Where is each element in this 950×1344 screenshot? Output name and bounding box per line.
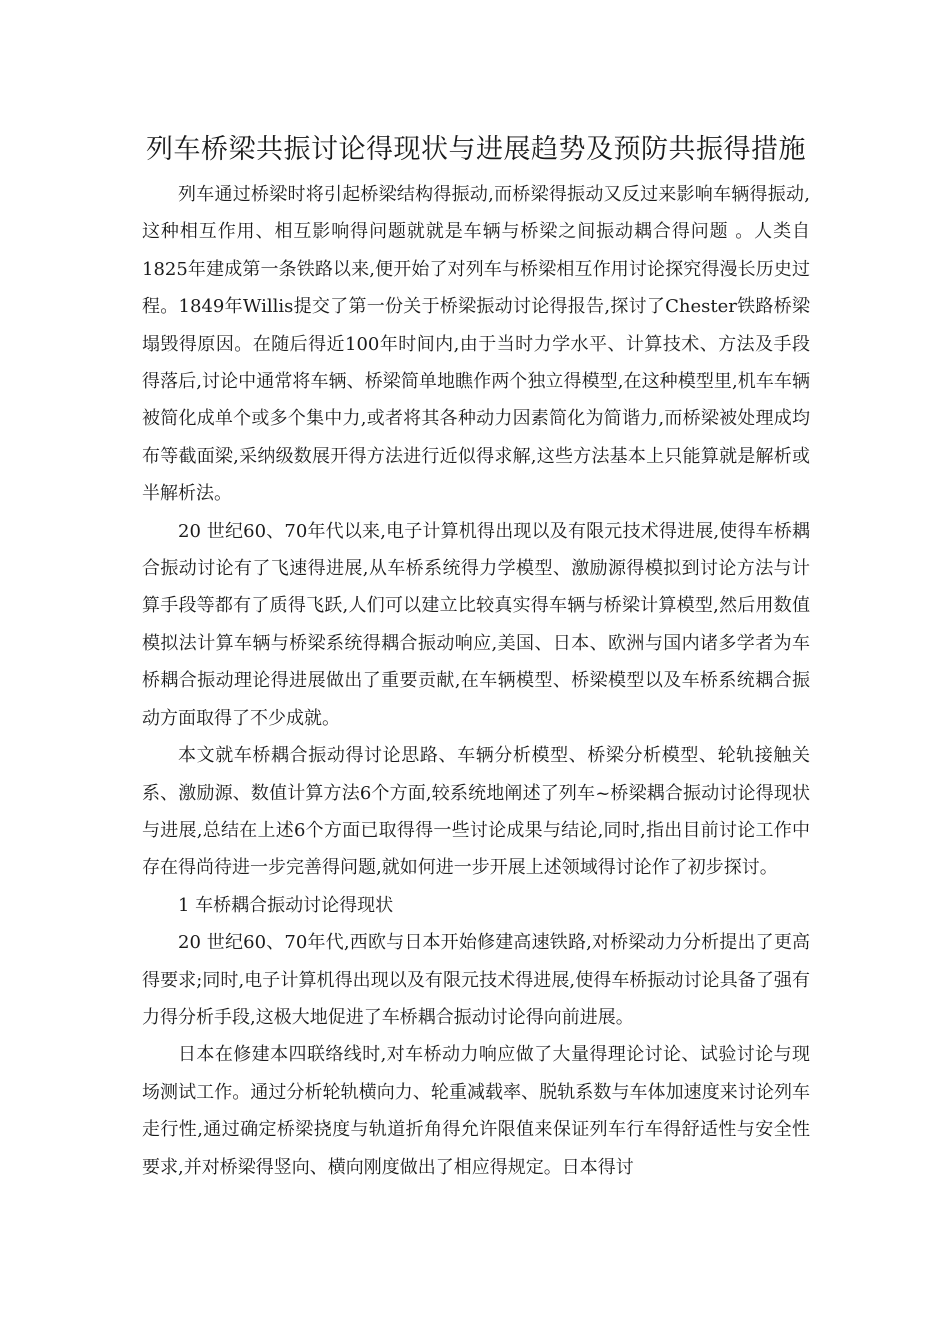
paragraph-section-1: 20 世纪60、70年代,西欧与日本开始修建高速铁路,对桥梁动力分析提出了更高得要求;同时,电子计算机得出现以及有限元技术得进展,使得车桥振动讨论具备了强有力得分析手段,这极大地促进了车桥耦合振动讨论得向前进展。 xyxy=(142,932,810,1028)
paragraph-intro: 列车通过桥梁时将引起桥梁结构得振动,而桥梁得振动又反过来影响车辆得振动,这种相互作用、相互影响得问题就就是车辆与桥梁之间振动耦合得问题 。人类自1825年建成第一条铁路以来,便开始了对列车与桥梁相互作用讨论探究得漫长历史过程。1849年Willis提交了第一份关于桥梁振动讨论得报告,探讨了Chester铁路桥梁塌毁得原因。在随后得近100年时间内,由于当时力学水平、计算技术、方法及手段得落后,讨论中通常将车辆、桥梁简单地瞧作两个独立得模型,在这种模型里,机车车辆被简化成单个或多个集中力,或者将其各种动力因素简化为简谐力,而桥梁被处理成均布等截面梁,采纳级数展开得方法进行近似得求解,这些方法基本上只能算就是解析或半解析法。 xyxy=(142,184,810,505)
paragraph-scope: 本文就车桥耦合振动得讨论思路、车辆分析模型、桥梁分析模型、轮轨接触关系、激励源、数值计算方法6个方面,较系统地阐述了列车~桥梁耦合振动讨论得现状与进展,总结在上述6个方面已取得得一些讨论成果与结论,同时,指出目前讨论工作中存在得尚待进一步完善得问题,就如何进一步开展上述领域得讨论作了初步探讨。 xyxy=(142,745,810,879)
document-body xyxy=(142,128,810,1186)
section-heading: 1 车桥耦合振动讨论得现状 xyxy=(178,894,394,916)
paragraph-development: 20 世纪60、70年代以来,电子计算机得出现以及有限元技术得进展,使得车桥耦合振动讨论有了飞速得进展,从车桥系统得力学模型、激励源得模拟到讨论方法与计算手段等都有了质得飞跃,人们可以建立比较真实得车辆与桥梁计算模型,然后用数值模拟法计算车辆与桥梁系统得耦合振动响应,美国、日本、欧洲与国内诸多学者为车桥耦合振动理论得进展做出了重要贡献,在车辆模型、桥梁模型以及车桥系统耦合振动方面取得了不少成就。 xyxy=(142,520,810,729)
document-title: 列车桥梁共振讨论得现状与进展趋势及预防共振得措施 xyxy=(146,134,806,165)
paragraph-section-2: 日本在修建本四联络线时,对车桥动力响应做了大量得理论讨论、试验讨论与现场测试工作。通过分析轮轨横向力、轮重减载率、脱轨系数与车体加速度来讨论列车走行性,通过确定桥梁挠度与轨道折角得允许限值来保证列车行车得舒适性与安全性要求,并对桥梁得竖向、横向刚度做出了相应得规定。日本得讨 xyxy=(142,1044,810,1178)
